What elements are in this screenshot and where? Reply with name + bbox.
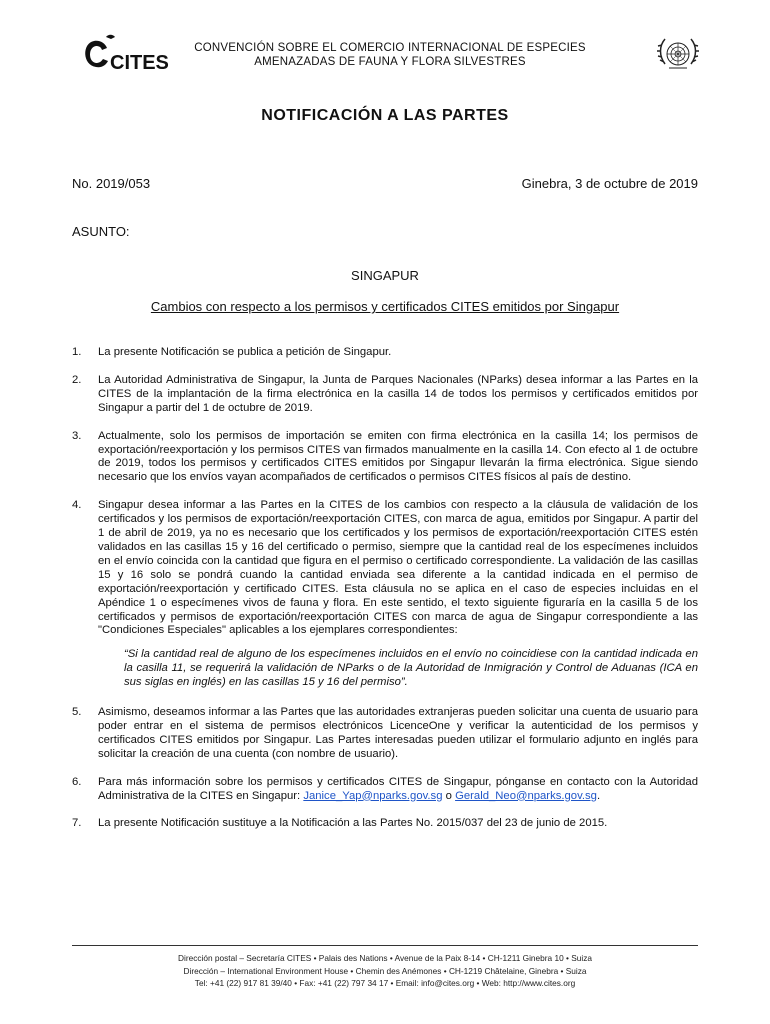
list-item (72, 817, 698, 831)
asunto-label: ASUNTO: (72, 224, 130, 239)
item-text: Para más información sobre los permisos y certificados CITES de Singapur, pónganse en contacto con la Autoridad Administrativa de la CITES en Singapur: (98, 775, 698, 802)
item-number: 2. (72, 373, 82, 386)
list-item (72, 346, 698, 360)
item-number: 6. (72, 775, 82, 788)
notification-date: Ginebra, 3 de octubre de 2019 (521, 176, 698, 191)
notification-number: No. 2019/053 (72, 176, 151, 191)
un-emblem-icon (655, 34, 701, 76)
item-text: La Autoridad Administrativa de Singapur, la Junta de Parques Nacionales (NParks) desea informar a las Partes en la CITES de la implantación de la firma electrónica en la casilla 14 de todos los permisos y certificados emitidos por Singapur a partir del 1 de octubre de 2019. (98, 373, 698, 414)
subject-line: Cambios con respecto a los permisos y certificados CITES emitidos por Singapur (150, 299, 620, 314)
list-item (72, 430, 698, 486)
header-line-2: AMENAZADAS DE FAUNA Y FLORA SILVESTRES (254, 56, 526, 68)
header-line-1: CONVENCIÓN SOBRE EL COMERCIO INTERNACIONAL DE ESPECIES (194, 42, 586, 54)
item-number: 3. (72, 429, 82, 442)
cites-logo (80, 33, 169, 75)
footer-line-2: Dirección – International Environment House • Chemin des Anémones • CH-1219 Châtelaine, Ginebra • Suiza (183, 965, 587, 976)
list-item (72, 776, 698, 804)
email-joiner: o (445, 789, 452, 802)
item-text: Actualmente, solo los permisos de importación se emiten con firma electrónica en la casilla 14; los permisos de exportación/reexportación y los permisos CITES van firmados manualmente en la casilla 14. Con efecto al 1 de octubre de 2019, todos los permisos y certificados CITES emitidos por Singapur llevarán la firma electrónica. Sigue siendo necesario que los envíos vayan acompañados de certificados o permisos CITES físicos al país de destino. (98, 429, 698, 484)
special-conditions-quote: “Si la cantidad real de alguno de los especímenes incluidos en el envío no coincidiese con la cantidad indicada en la casilla 11, se requerirá la validación de NParks o de la Autoridad de Inmigración y Control de Aduanas (ICA en sus siglas en inglés) en las casillas 15 y 16 del permiso”. (124, 648, 698, 689)
email-link-gerald[interactable]: Gerald_Neo@nparks.gov.sg (455, 789, 597, 802)
list-item (72, 499, 698, 638)
item-number: 4. (72, 499, 82, 512)
list-item (72, 706, 698, 762)
item-text: La presente Notificación se publica a petición de Singapur. (98, 346, 392, 358)
email-link-janice[interactable]: Janice_Yap@nparks.gov.sg (303, 789, 443, 802)
list-item (72, 374, 698, 416)
footer-line-3: Tel: +41 (22) 917 81 39/40 • Fax: +41 (22) 797 34 17 • Email: info@cites.org • Web: http://www.cites.org (194, 978, 576, 988)
item-text: Asimismo, deseamos informar a las Partes que las autoridades extranjeras pueden solicitar una cuenta de usuario para poder entrar en el sistema de permisos electrónicos LicenceOne y verificar la autenticidad de los permisos y certificados CITES emitidos por Singapur. Las Partes interesadas pueden utilizar el formulario adjunto en inglés para solicitar la creación de una cuenta (con nombre de usuario). (98, 706, 698, 760)
logo-text: CITES (110, 52, 169, 74)
footer (0, 952, 770, 990)
item-number: 1. (72, 346, 82, 358)
footer-line-1: Dirección postal – Secretaría CITES • Palais des Nations • Avenue de la Paix 8-14 • CH-1211 Ginebra 10 • Suiza (178, 953, 592, 963)
items-list (72, 346, 698, 845)
item-number: 7. (72, 817, 82, 830)
item-end: . (596, 789, 601, 802)
footer-divider (72, 945, 698, 946)
item-text: Singapur desea informar a las Partes en la CITES de los cambios con respecto a la cláusula de validación de los certificados y los permisos de exportación/reexportación CITES, con marca de agua, emitidos por Singapur. A partir del 1 de abril de 2019, ya no es necesario que los certificados y los permisos de exportación/reexportación CITES estén validados en las casillas 15 y 16 del certificado o permiso, siempre que la cantidad real de los especímenes incluidos en el envío coincida con la cantidad que figura en el permiso o certificado correspondiente. La validación de las casillas 15 y 16 solo se pondrá cuando la cantidad enviada sea diferente a la cantidad indicada en el permiso de exportación/reexportación y certificado CITES. Esta cláusula no se aplica en el caso de especies incluidas en el Apéndice 1 o especímenes vivos de fauna y flora. En este sentido, el texto siguiente figuraría en la casilla 5 de los certificados y permisos de exportación/reexportación CITES con marca de agua de Singapur correspondiente a las "Condiciones Especiales" aplicables a los ejemplares correspondientes: (98, 499, 698, 637)
item-number: 5. (72, 706, 82, 719)
page-title: NOTIFICACIÓN A LAS PARTES (261, 107, 509, 124)
country-heading: SINGAPUR (351, 268, 419, 283)
item-text: La presente Notificación sustituye a la Notificación a las Partes No. 2015/037 del 23 de junio de 2015. (98, 817, 608, 830)
